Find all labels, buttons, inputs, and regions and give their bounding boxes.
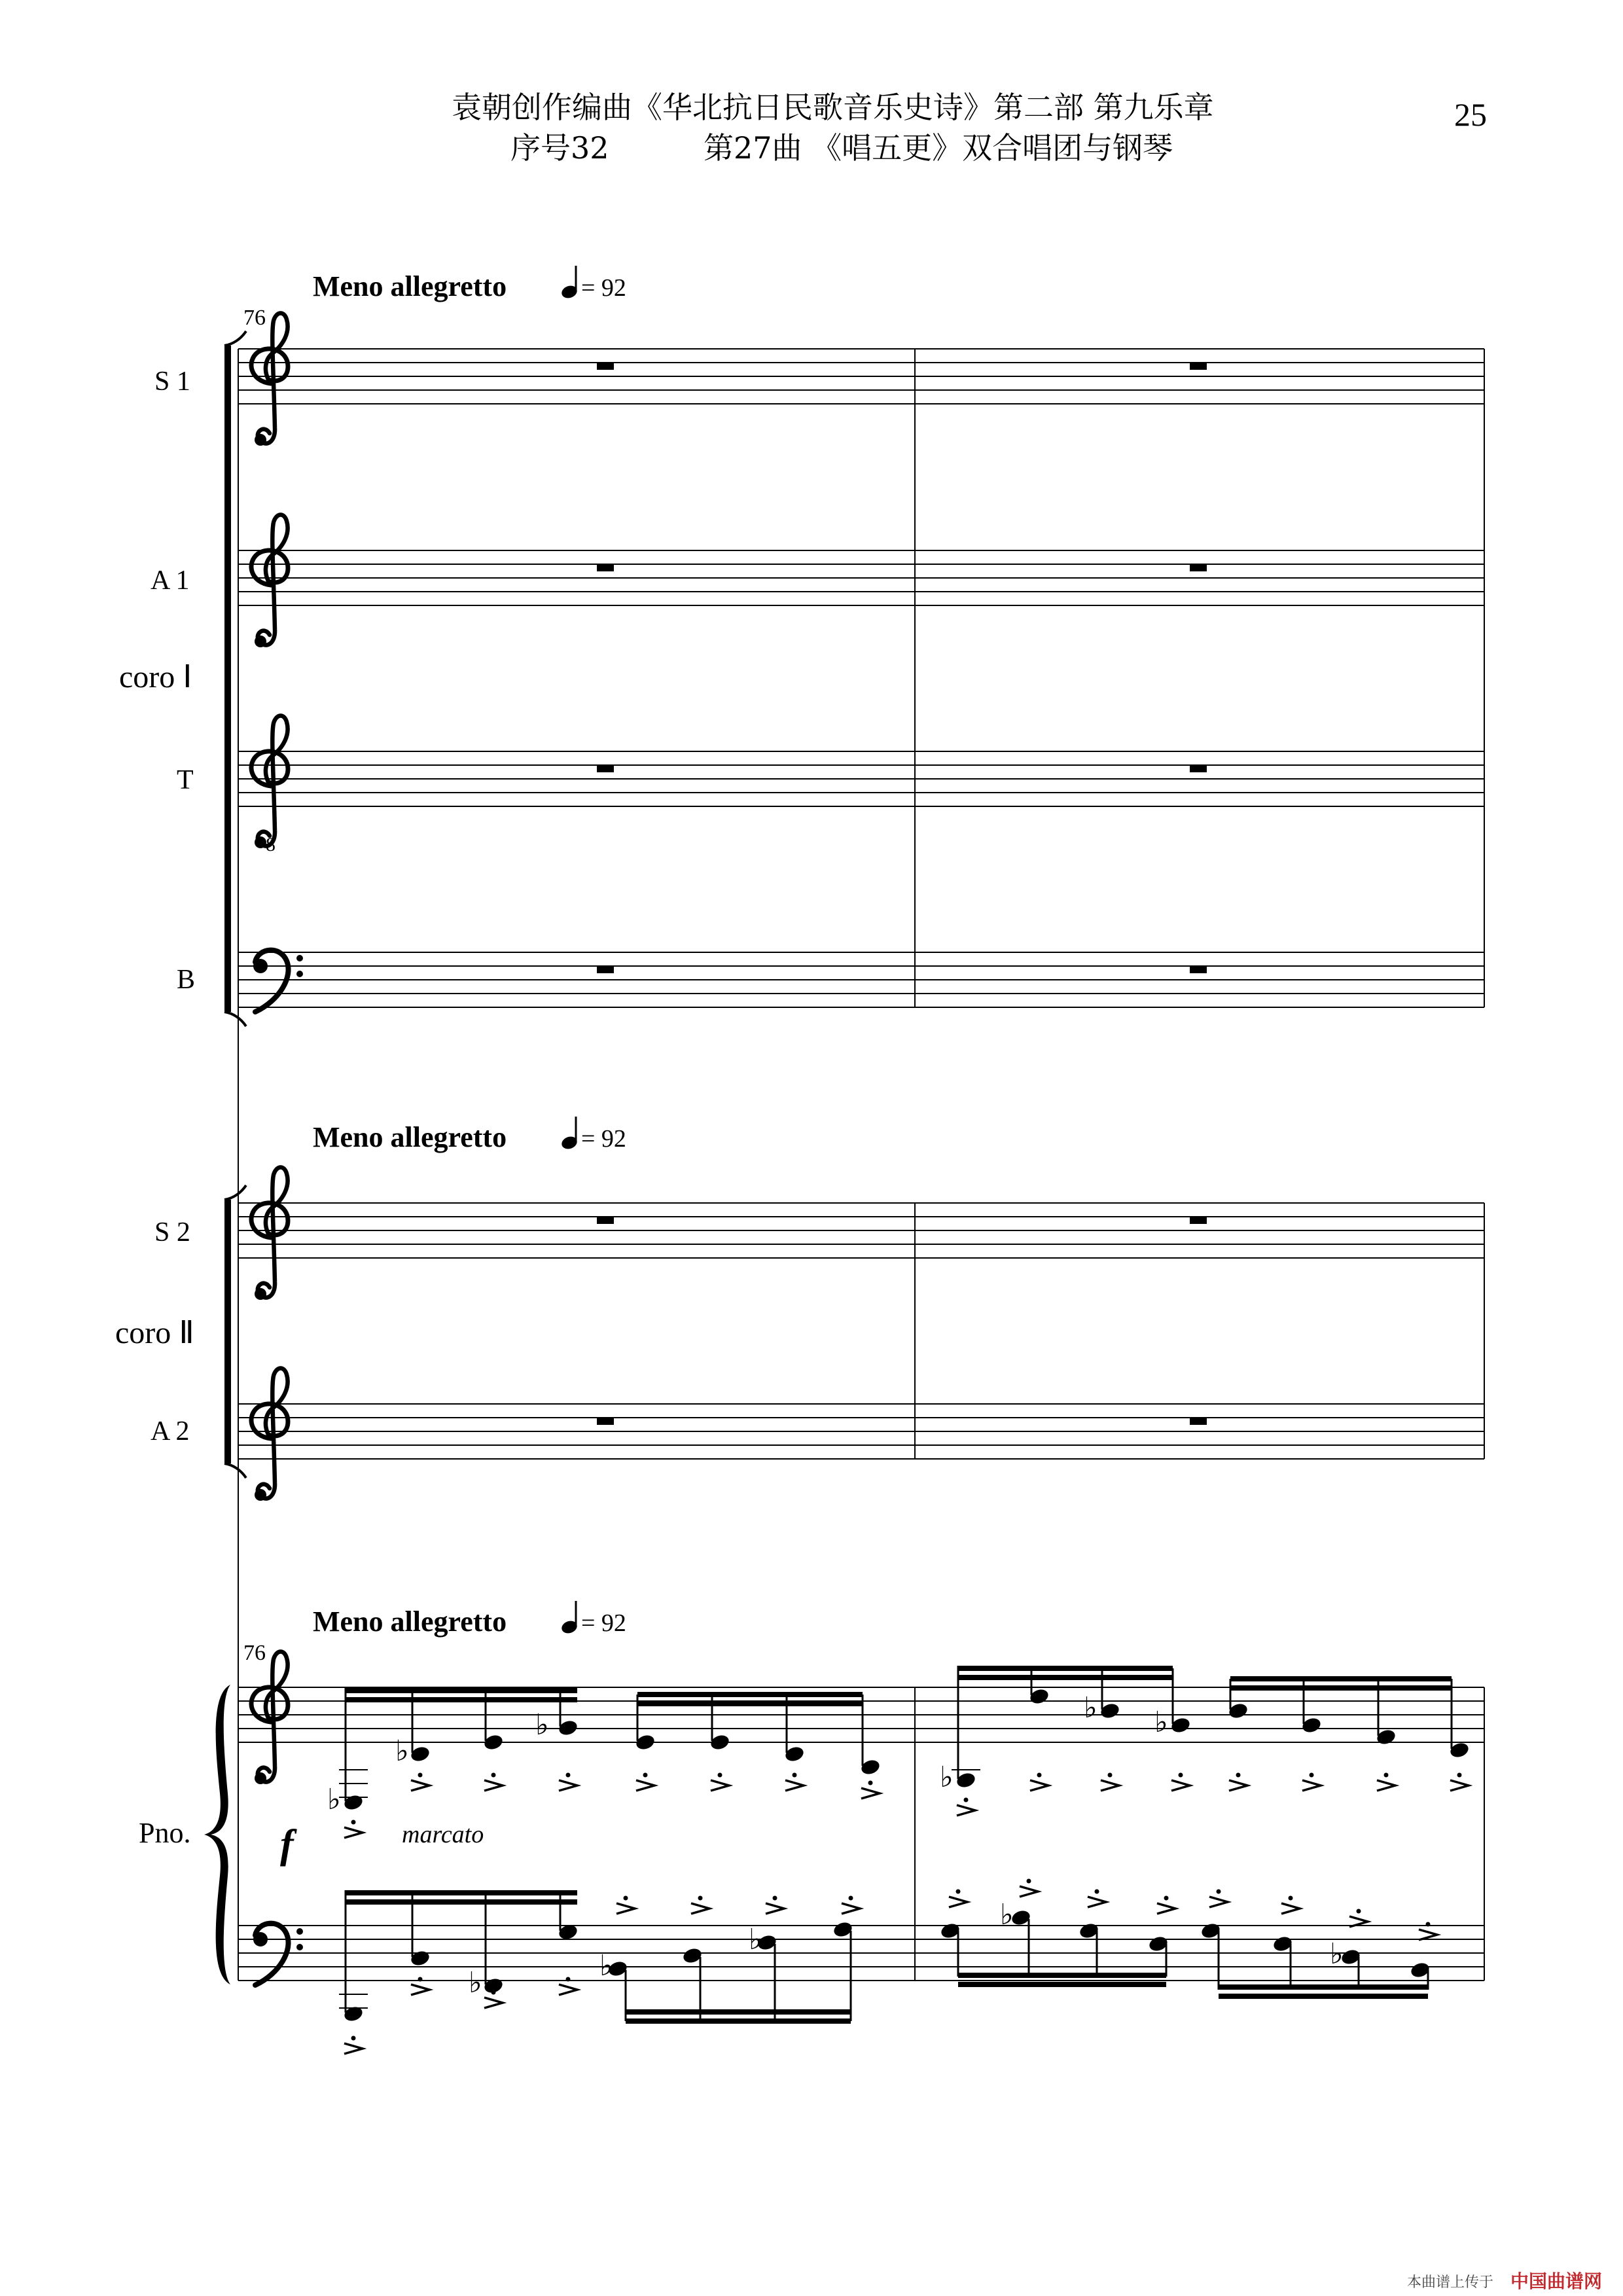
whole-rest-icon — [597, 966, 614, 973]
tempo-marking-piano — [313, 1601, 626, 1638]
bass-clef-icon — [253, 1924, 303, 1985]
group-label-coro1: coro Ⅰ — [119, 660, 192, 694]
treble-clef-icon — [251, 1651, 288, 1784]
staff-label-a2: A 2 — [151, 1416, 190, 1446]
svg-text:♭: ♭ — [1154, 1706, 1168, 1738]
whole-rest-icon — [1190, 1418, 1207, 1425]
svg-text:♭: ♭ — [749, 1924, 762, 1956]
octave-mark: 8 — [266, 834, 276, 855]
tempo-label: Meno allegretto — [313, 270, 507, 302]
choir1-system — [119, 266, 1484, 1026]
staff-label-b: B — [177, 965, 196, 995]
svg-text:♭: ♭ — [395, 1735, 409, 1767]
choir2-system — [115, 1117, 1484, 1501]
measure-number-piano: 76 — [243, 1641, 266, 1665]
expression-marcato: marcato — [402, 1821, 484, 1848]
page-number: 25 — [1454, 96, 1487, 133]
whole-rest-icon — [1190, 363, 1207, 370]
tempo-marking-choir2 — [313, 1117, 626, 1153]
staff-t — [177, 715, 1484, 855]
svg-text:♭: ♭ — [599, 1950, 613, 1982]
svg-text:♭: ♭ — [1000, 1899, 1014, 1931]
whole-rest-icon — [1190, 1217, 1207, 1224]
tempo-bpm: = 92 — [581, 1609, 626, 1637]
tempo-marking-choir1 — [313, 266, 626, 302]
treble-clef-icon — [251, 1368, 288, 1501]
bass-clef-icon — [253, 950, 303, 1012]
treble-clef-icon — [251, 715, 288, 848]
staff-a2 — [151, 1368, 1484, 1501]
svg-text:♭: ♭ — [940, 1761, 954, 1793]
quarter-note-icon — [560, 266, 579, 300]
header-title-line1: 袁朝创作编曲《华北抗日民歌音乐史诗》第二部 第九乐章 — [452, 90, 1214, 125]
staff-label-t: T — [177, 765, 194, 795]
tempo-bpm: = 92 — [581, 1125, 626, 1153]
staff-a1 — [151, 514, 1484, 647]
choir2-bracket — [224, 1185, 246, 1478]
whole-rest-icon — [1190, 966, 1207, 973]
tempo-label: Meno allegretto — [313, 1605, 507, 1638]
treble-clef-icon — [251, 514, 288, 647]
svg-text:♭: ♭ — [535, 1709, 549, 1741]
choir1-bracket — [224, 331, 246, 1026]
dynamic-forte: f — [280, 1822, 294, 1867]
staff-s2 — [154, 1167, 1484, 1300]
whole-rest-icon — [597, 765, 614, 772]
piano-rh-measure-2 — [940, 1666, 1471, 1816]
whole-rest-icon — [597, 564, 614, 571]
treble-clef-icon — [251, 313, 288, 446]
whole-rest-icon — [597, 1217, 614, 1224]
group-label-coro2: coro Ⅱ — [115, 1316, 194, 1350]
whole-rest-icon — [1190, 564, 1207, 571]
staff-label-s1: S 1 — [154, 367, 190, 397]
piano-brace — [204, 1685, 230, 1984]
whole-rest-icon — [1190, 765, 1207, 772]
treble-clef-icon — [251, 1167, 288, 1300]
svg-text:♭: ♭ — [1330, 1938, 1344, 1970]
staff-b — [177, 950, 1484, 1012]
piano-lh-measure-1 — [339, 1890, 860, 2054]
staff-label-s2: S 2 — [154, 1217, 190, 1247]
header-title-line2: 第27曲 《唱五更》双合唱团与钢琴 — [704, 130, 1173, 166]
footer-site-logo[interactable]: 中国曲谱网 — [1510, 2270, 1603, 2292]
header-serial: 序号32 — [510, 130, 609, 166]
whole-rest-icon — [597, 1418, 614, 1425]
measure-number-choir1: 76 — [243, 306, 266, 330]
footer-upload-text: 本曲谱上传于 — [1407, 2274, 1494, 2291]
tempo-bpm: = 92 — [581, 274, 626, 302]
piano-rh-measure-1 — [327, 1688, 882, 1838]
quarter-note-icon — [560, 1117, 579, 1151]
svg-text:♭: ♭ — [469, 1967, 482, 1999]
svg-text:♭: ♭ — [1084, 1692, 1097, 1724]
whole-rest-icon — [597, 363, 614, 370]
piano-system — [139, 1601, 1484, 2054]
piano-rh-staff — [238, 1651, 1484, 1784]
staff-label-a1: A 1 — [151, 565, 190, 596]
svg-text:♭: ♭ — [327, 1784, 341, 1816]
piano-label: Pno. — [139, 1817, 191, 1849]
quarter-note-icon — [560, 1601, 579, 1636]
tempo-label: Meno allegretto — [313, 1121, 507, 1153]
staff-s1 — [154, 313, 1484, 446]
